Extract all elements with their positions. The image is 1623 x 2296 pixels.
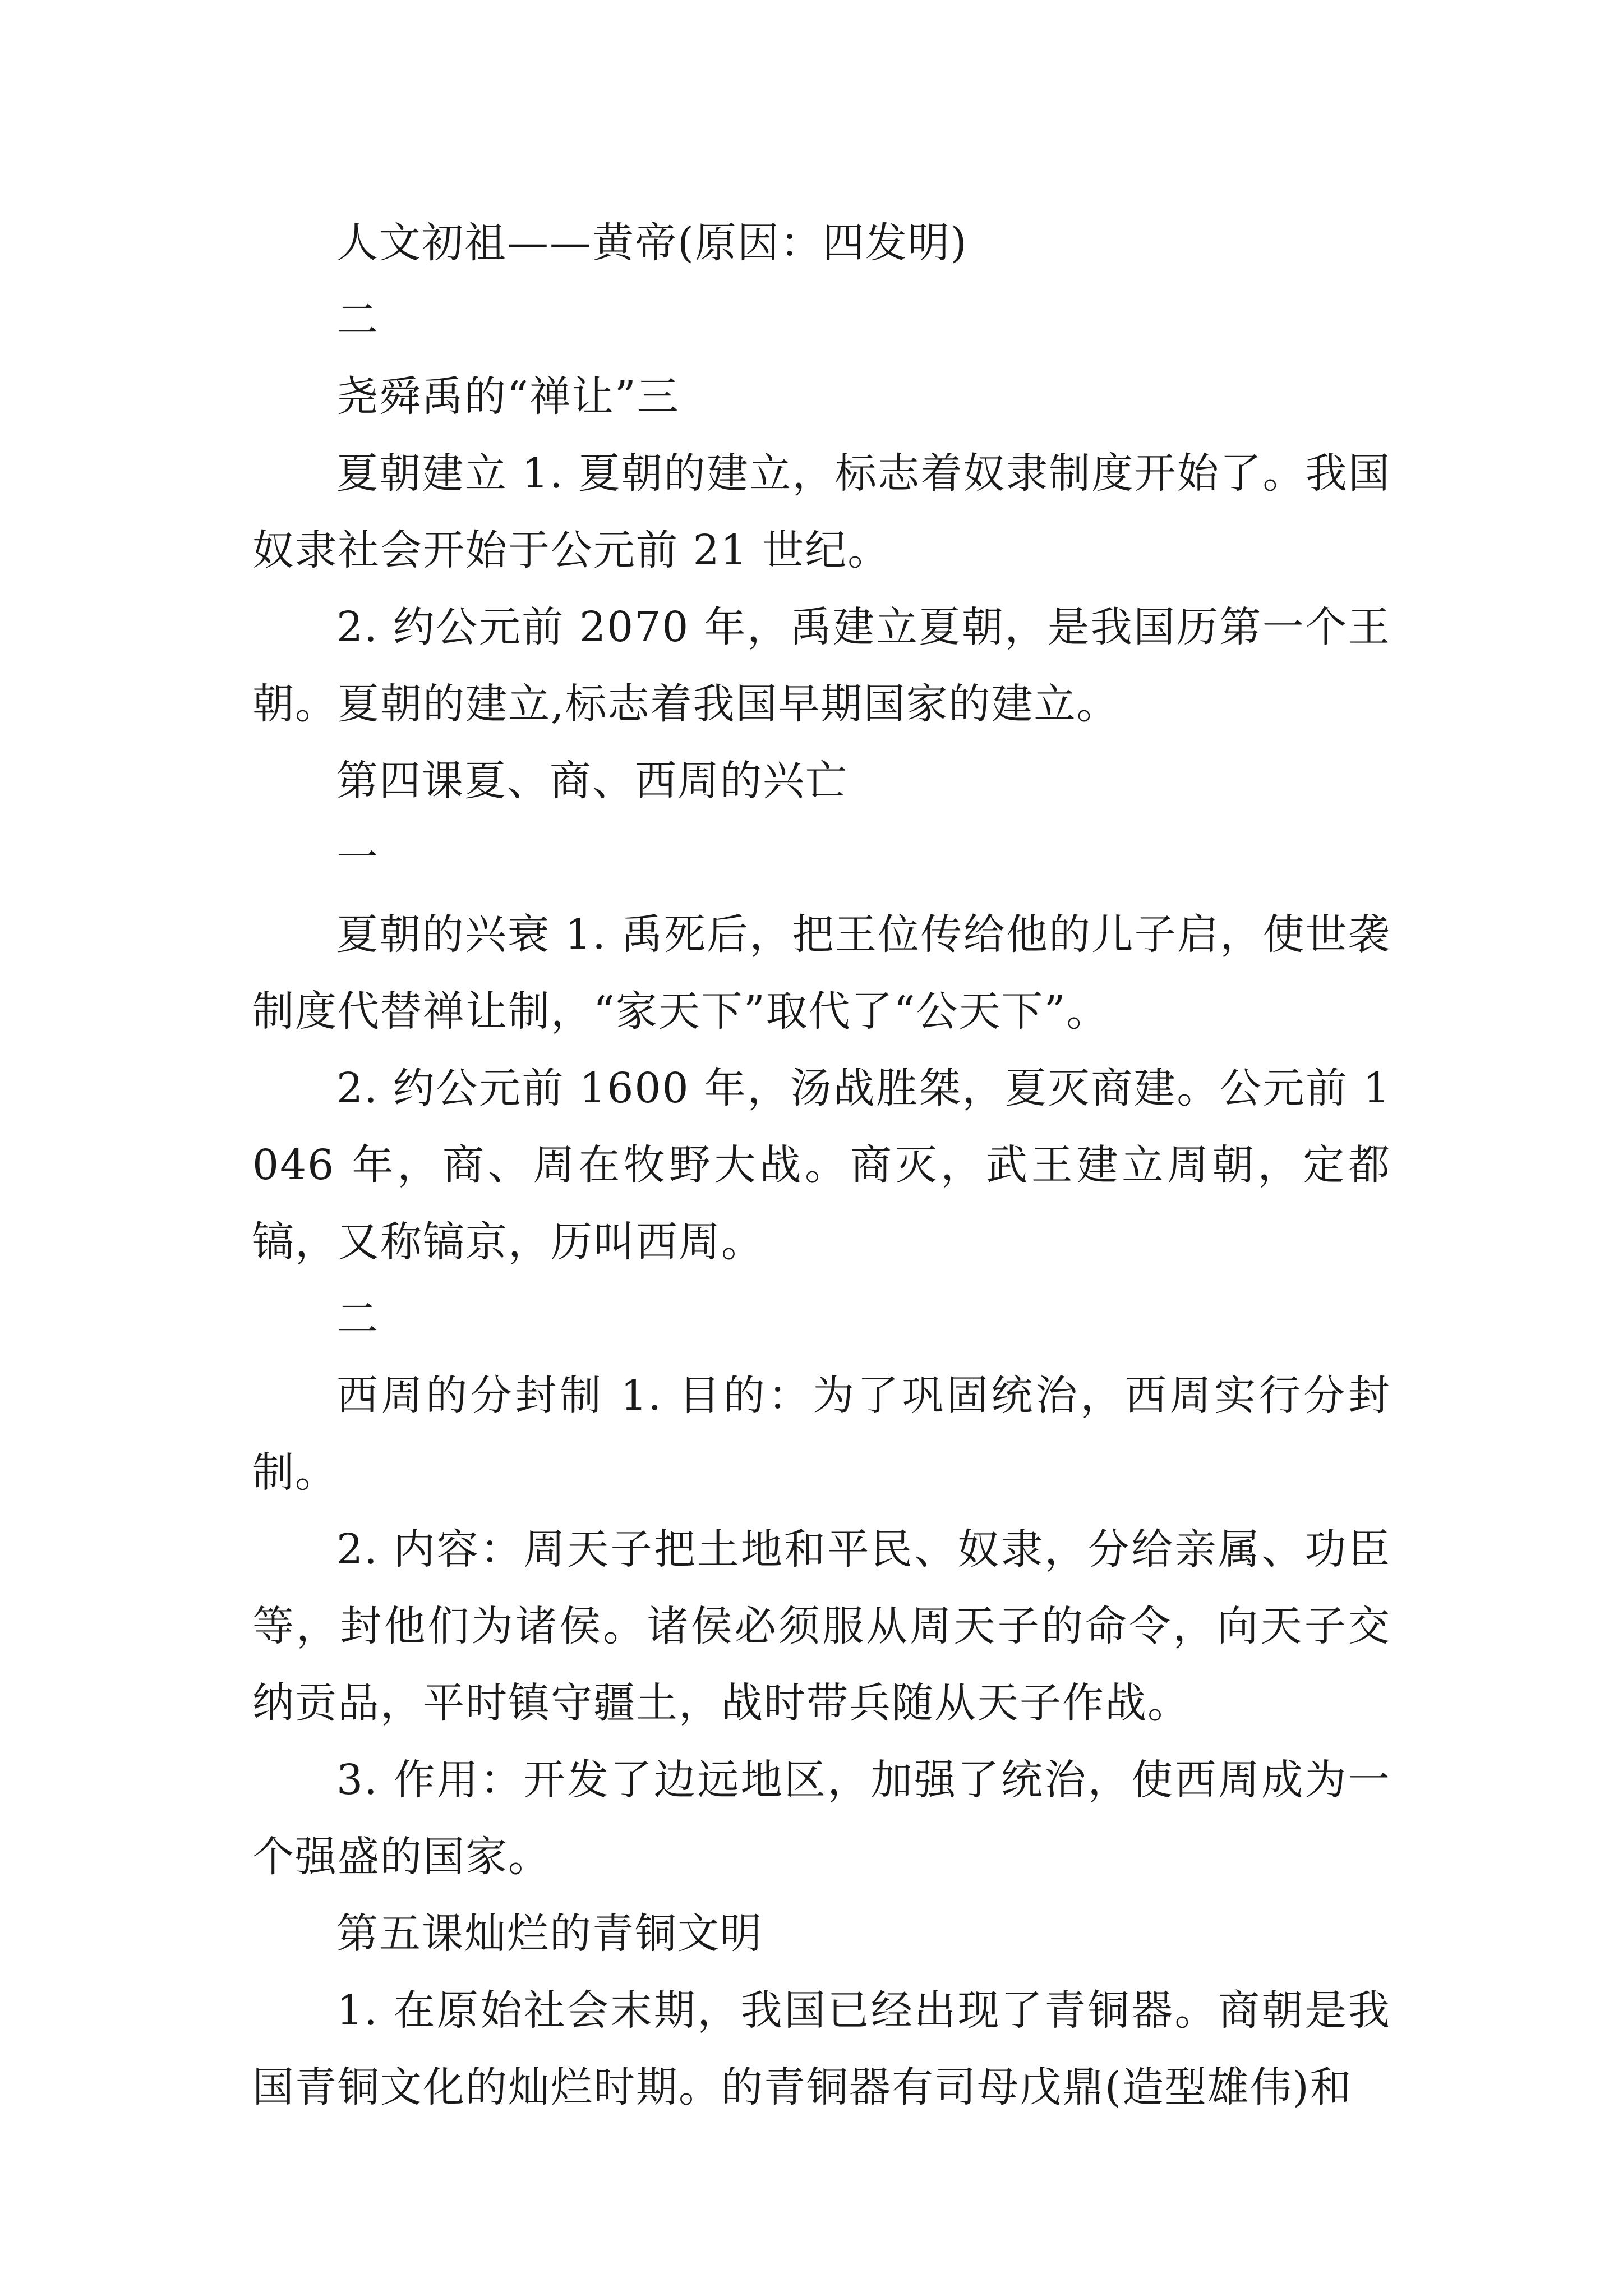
lesson-4-heading: 第四课夏、商、西周的兴亡 (336, 757, 848, 805)
section-number-1: 一 (336, 834, 379, 882)
paragraph-xia-2070bc: 2. 约公元前 2070 年，禹建立夏朝，是我国历第一个王朝。夏朝的建立,标志着我国早期国家的建立。 (252, 603, 1391, 728)
paragraph-bronze: 1. 在原始社会末期，我国已经出现了青铜器。商朝是我国青铜文化的灿烂时期。的青铜器有司母戊鼎(造型雄伟)和 (252, 1986, 1391, 2111)
paragraph-huangdi: 人文初祖——黄帝(原因：四发明) (336, 219, 968, 267)
paragraph-chanrang: 尧舜禹的“禅让”三 (336, 372, 680, 421)
document-body (252, 205, 1391, 2126)
section-number-2-b: 二 (336, 1295, 379, 1343)
paragraph-shang-zhou: 2. 约公元前 1600 年，汤战胜桀，夏灭商建。公元前 1046 年，商、周在牧野大战。商灭，武王建立周朝，定都镐，又称镐京，历叫西周。 (252, 1064, 1391, 1266)
paragraph-fenfeng-content: 2. 内容：周天子把土地和平民、奴隶，分给亲属、功臣等，封他们为诸侯。诸侯必须服从周天子的命令，向天子交纳贡品，平时镇守疆土，战时带兵随从天子作战。 (252, 1525, 1391, 1727)
paragraph-xia-rise-fall: 夏朝的兴衰 1. 禹死后，把王位传给他的儿子启，使世袭制度代替禅让制，“家天下”取代了“公天下”。 (252, 910, 1391, 1036)
lesson-5-heading: 第五课灿烂的青铜文明 (336, 1910, 763, 1958)
paragraph-fenfeng-effect: 3. 作用：开发了边远地区，加强了统治，使西周成为一个强盛的国家。 (252, 1756, 1391, 1881)
paragraph-xia-founding: 夏朝建立 1. 夏朝的建立，标志着奴隶制度开始了。我国奴隶社会开始于公元前 21 世纪。 (252, 449, 1391, 574)
section-number-2: 二 (336, 296, 379, 344)
paragraph-fenfeng-purpose: 西周的分封制 1. 目的：为了巩固统治，西周实行分封制。 (252, 1372, 1391, 1497)
